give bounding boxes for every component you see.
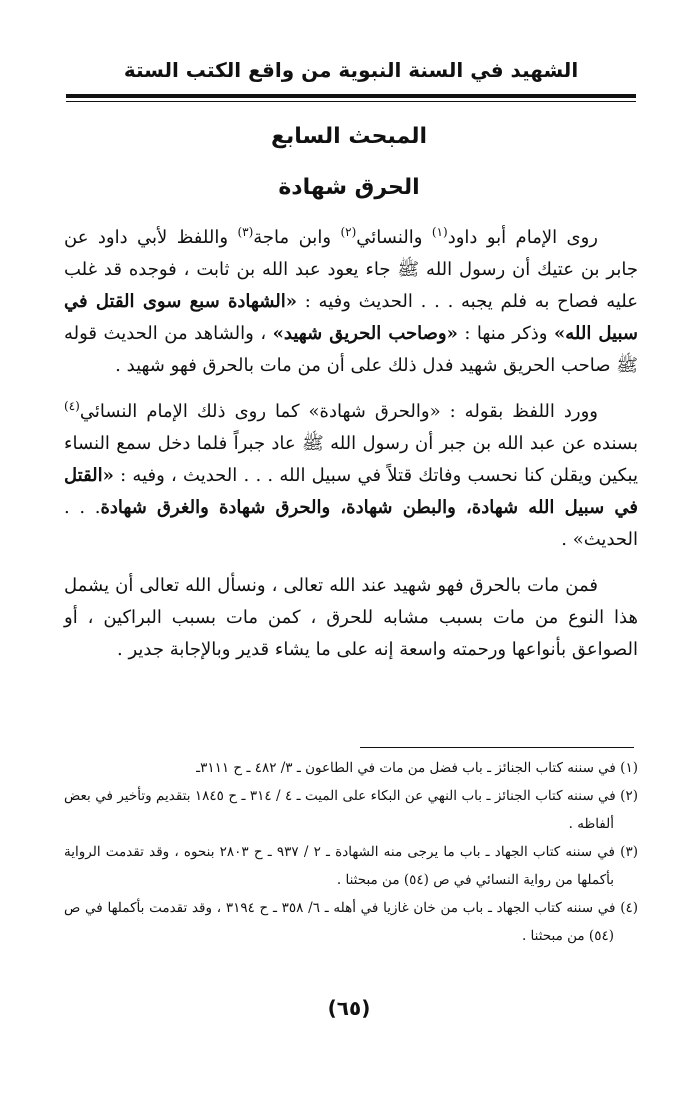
text-span: . . . الحديث» . [64,497,638,550]
text-span: فمن مات بالحرق فهو شهيد عند الله تعالى ، ونسأل الله تعالى أن يشمل هذا النوع من مات بسبب مشابه للحرق ، كمن مات بسبب البراكين ، أو الصواعق بأنواعها ورحمته واسعة إنه على ما يشاء قدير وبالإجابة جدير . [64,575,638,660]
header-rule-thick [66,94,636,98]
paragraph-1 [64,222,638,382]
footnote-ref-2: (٢) [340,225,357,239]
section-title: المبحث السابع [270,124,428,149]
paragraph-3 [64,570,638,666]
footnote-3: (٣) في سننه كتاب الجهاد ـ باب ما يرجى منه الشهادة ـ ٢ / ٩٣٧ ـ ح ٢٨٠٣ بنحوه ، وقد تقدمت الرواية بأكملها من رواية النسائي في ص (٥٤) من مبحثنا . [64,844,638,888]
text-span: وورد اللفظ بقوله : «والحرق شهادة» كما روى ذلك الإمام النسائي [79,401,598,422]
text-span: ، والشاهد من الحديث قوله ﷺ صاحب الحريق شهيد فدل ذلك على أن من مات بالحرق فهو شهيد . [64,323,638,376]
hadith-quote-bold: «وصاحب الحريق شهيد» [272,323,458,344]
text-span: وابن ماجة [253,227,341,248]
body-text [64,222,638,680]
hadith-quote-bold: «القتل في سبيل الله شهادة، والبطن شهادة، والحرق شهادة والغرق شهادة [64,465,638,518]
footnotes [64,754,638,950]
footnote-ref-4: (٤) [64,399,80,413]
header-rule-thin [66,101,636,102]
text-span: بسنده عن عبد الله بن جبر أن رسول الله ﷺ عاد جبراً فلما دخل سمع النساء يبكين ويقلن كنا نحسب وفاتك قتلاً في سبيل الله . . . الحديث ، وفيه : [64,433,638,486]
footnote-separator [360,747,634,748]
text-span: والنسائي [356,227,432,248]
footnote-1: (١) في سننه كتاب الجنائز ـ باب فضل من مات في الطاعون ـ ٣/ ٤٨٢ ـ ح ٣١١١ـ [196,760,638,776]
section-subtitle: الحرق شهادة [278,175,420,200]
paragraph-2 [64,396,638,556]
hadith-quote-bold: «الشهادة سبع سوى القتل في سبيل الله» [64,291,638,344]
text-span: روى الإمام أبو داود [447,227,598,248]
page-number: (٦٥) [327,996,371,1020]
text-span: واللفظ لأبي داود عن جابر بن عتيك أن رسول الله ﷺ جاء يعود عبد الله بن ثابت ، فوجده قد غلب عليه فصاح به فلم يجبه . . . الحديث وفيه : [64,227,639,312]
footnote-2: (٢) في سننه كتاب الجنائز ـ باب النهي عن البكاء على الميت ـ ٤ / ٣١٤ ـ ح ١٨٤٥ بتقديم وتأخير في بعض ألفاظه . [64,788,638,832]
text-span: وذكر منها : [457,323,555,344]
footnote-ref-3: (٣) [237,225,254,239]
footnote-ref-1: (١) [431,225,448,239]
footnote-4: (٤) في سننه كتاب الجهاد ـ باب من خان غازيا في أهله ـ ٦/ ٣٥٨ ـ ح ٣١٩٤ ، وقد تقدمت بأكملها في ص (٥٤) من مبحثنا . [64,900,639,944]
running-header: الشهيد في السنة النبوية من واقع الكتب الستة [123,58,579,82]
